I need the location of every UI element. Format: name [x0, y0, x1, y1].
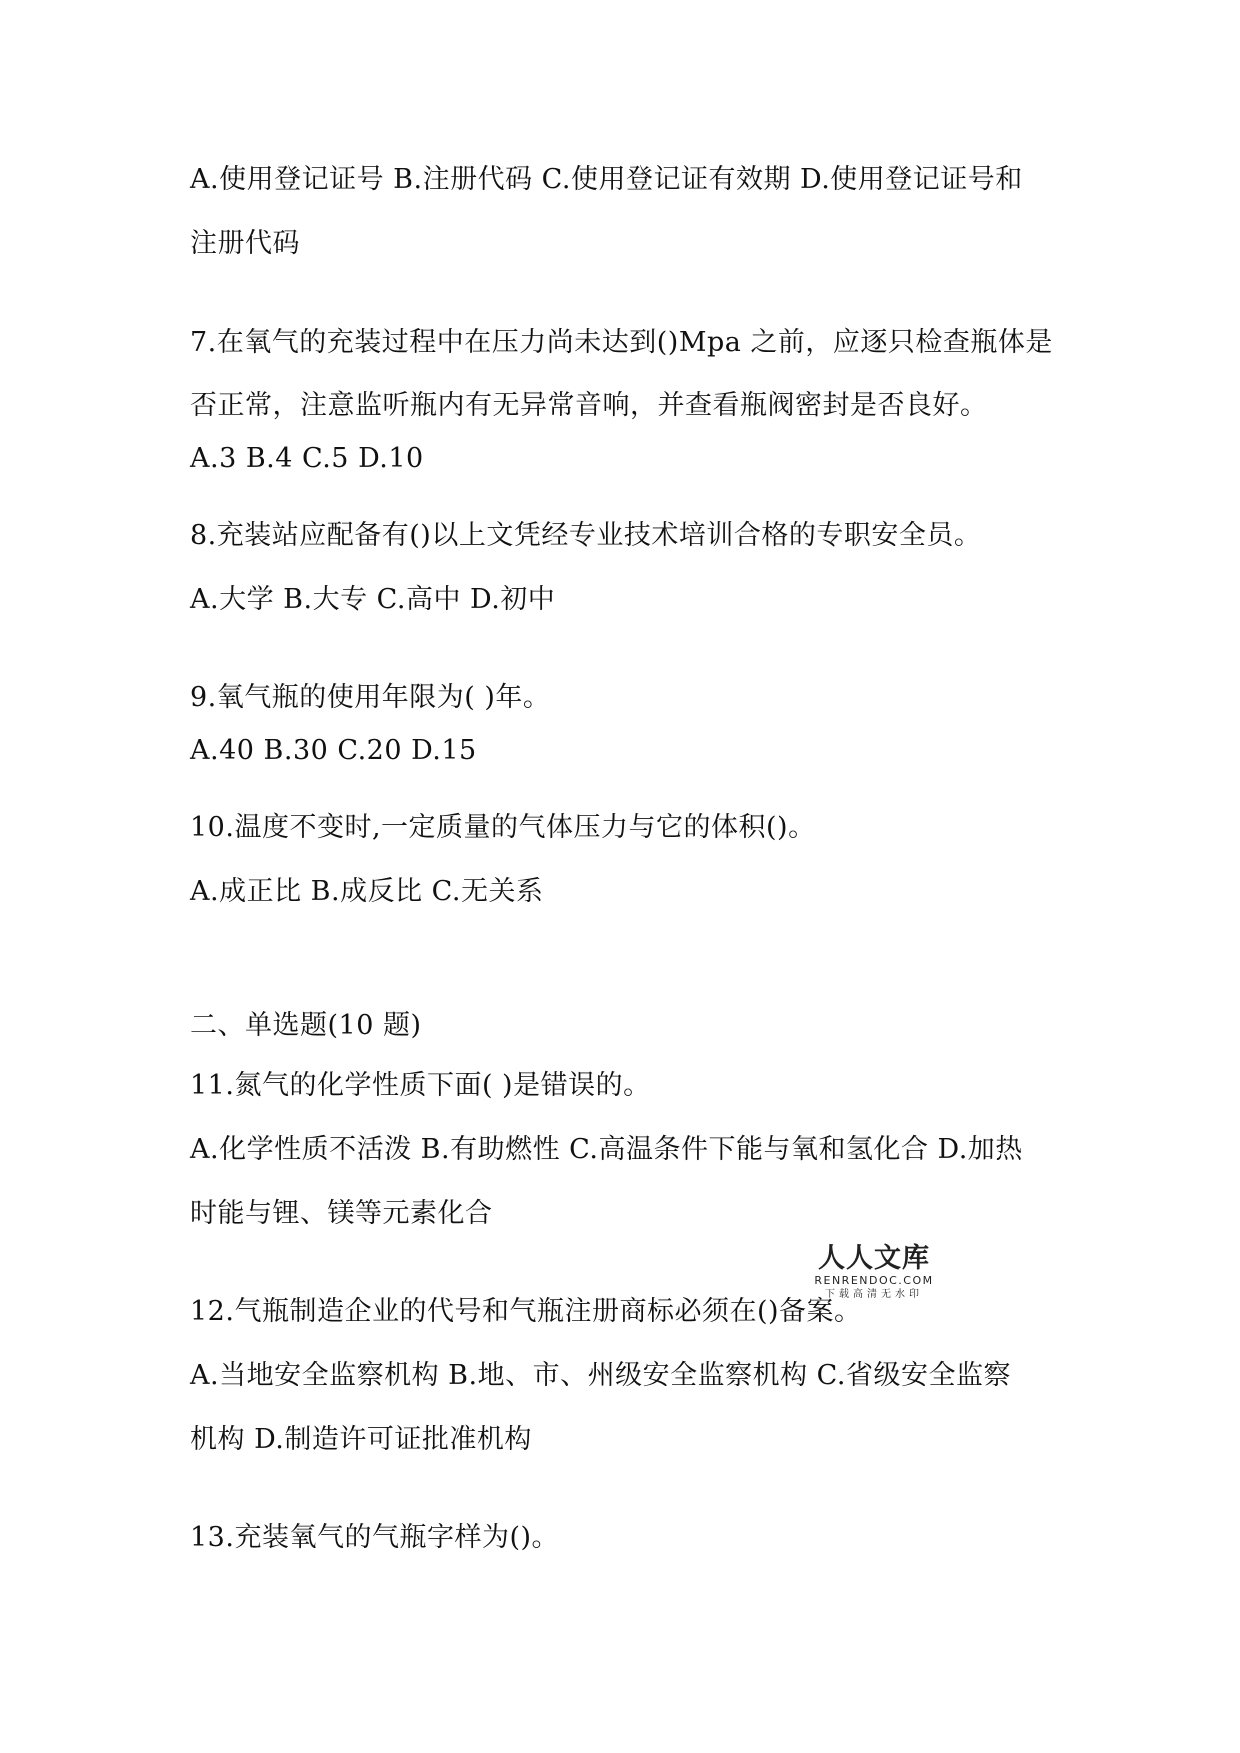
- q10-options: A.成正比 B.成反比 C.无关系: [190, 876, 544, 907]
- q12-question: 12.气瓶制造企业的代号和气瓶注册商标必须在()备案。: [190, 1296, 862, 1327]
- q11-question: 11.氮气的化学性质下面( )是错误的。: [190, 1070, 651, 1101]
- section-heading: 二、单选题(10 题): [190, 1010, 422, 1041]
- q12-options-line-2: 机构 D.制造许可证批准机构: [190, 1424, 532, 1455]
- q7-options: A.3 B.4 C.5 D.10: [190, 443, 424, 474]
- q12-options-line-1: A.当地安全监察机构 B.地、市、州级安全监察机构 C.省级安全监察: [190, 1360, 1011, 1391]
- q6-options-line-2: 注册代码: [190, 228, 300, 259]
- q8-options: A.大学 B.大专 C.高中 D.初中: [190, 584, 556, 615]
- q11-options-line-1: A.化学性质不活泼 B.有助燃性 C.高温条件下能与氧和氢化合 D.加热: [190, 1134, 1023, 1165]
- q6-options-line-1: A.使用登记证号 B.注册代码 C.使用登记证有效期 D.使用登记证号和: [190, 164, 1023, 195]
- watermark-domain: RENRENDOC.COM: [814, 1274, 934, 1287]
- watermark-tagline: 下载高清无水印: [825, 1289, 923, 1300]
- q7-question-line-1: 7.在氧气的充装过程中在压力尚未达到()Mpa 之前，应逐只检查瓶体是: [190, 327, 1053, 358]
- q9-options: A.40 B.30 C.20 D.15: [190, 735, 477, 766]
- q8-question: 8.充装站应配备有()以上文凭经专业技术培训合格的专职安全员。: [190, 520, 982, 551]
- q9-question: 9.氧气瓶的使用年限为( )年。: [190, 682, 551, 713]
- q7-question-line-2: 否正常，注意监听瓶内有无异常音响，并查看瓶阀密封是否良好。: [190, 390, 988, 421]
- q10-question: 10.温度不变时,一定质量的气体压力与它的体积()。: [190, 812, 816, 843]
- q13-question: 13.充装氧气的气瓶字样为()。: [190, 1522, 560, 1553]
- watermark-title: 人人文库: [818, 1243, 930, 1274]
- q11-options-line-2: 时能与锂、镁等元素化合: [190, 1198, 493, 1229]
